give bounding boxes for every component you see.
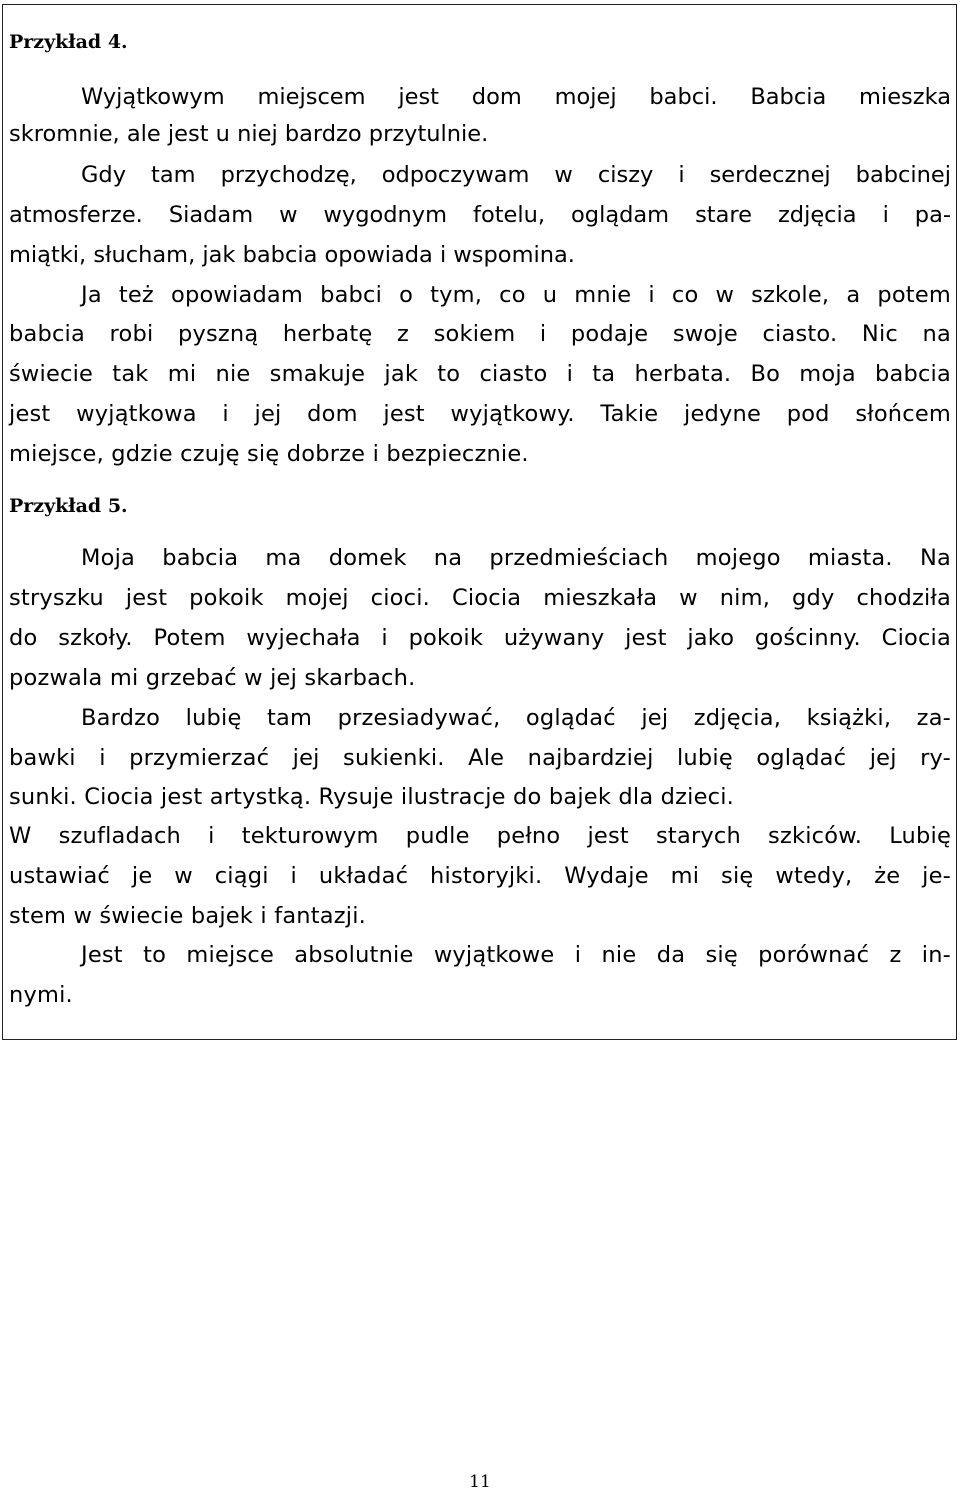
text-line: Gdy tam przychodzę, odpoczywam w ciszy i serdecznej babcinej xyxy=(81,162,951,188)
page-number: 11 xyxy=(469,1472,491,1492)
example-4-heading: Przykład 4. xyxy=(9,31,128,53)
text-line: miątki, słucham, jak babcia opowiada i wspomina. xyxy=(9,242,575,268)
text-line: sunki. Ciocia jest artystką. Rysuje ilustracje do bajek dla dzieci. xyxy=(9,784,735,810)
text-line: Bardzo lubię tam przesiadywać, oglądać jej zdjęcia, książki, za- xyxy=(81,705,951,731)
text-line: nymi. xyxy=(9,982,73,1008)
text-line: Wyjątkowym miejscem jest dom mojej babci. Babcia mieszka xyxy=(81,84,951,110)
text-line: babcia robi pyszną herbatę z sokiem i podaje swoje ciasto. Nic na xyxy=(9,321,951,347)
text-line: Jest to miejsce absolutnie wyjątkowe i nie da się porównać z in- xyxy=(81,942,951,968)
text-line: Moja babcia ma domek na przedmieściach mojego miasta. Na xyxy=(81,545,951,571)
text-line: świecie tak mi nie smakuje jak to ciasto i ta herbata. Bo moja babcia xyxy=(9,361,951,387)
example-5-heading: Przykład 5. xyxy=(9,495,128,517)
text-line: W szufladach i tekturowym pudle pełno jest starych szkiców. Lubię xyxy=(9,823,951,849)
text-line: miejsce, gdzie czuję się dobrze i bezpiecznie. xyxy=(9,441,529,467)
text-line: skromnie, ale jest u niej bardzo przytulnie. xyxy=(9,121,489,147)
text-line: bawki i przymierzać jej sukienki. Ale najbardziej lubię oglądać jej ry- xyxy=(9,745,951,771)
text-line: Ja też opowiadam babci o tym, co u mnie i co w szkole, a potem xyxy=(81,282,951,308)
text-line: ustawiać je w ciągi i układać historyjki. Wydaje mi się wtedy, że je- xyxy=(9,863,951,889)
text-line: stryszku jest pokoik mojej cioci. Ciocia mieszkała w nim, gdy chodziła xyxy=(9,585,951,611)
text-line: jest wyjątkowa i jej dom jest wyjątkowy. Takie jedyne pod słońcem xyxy=(9,401,951,427)
text-line: do szkoły. Potem wyjechała i pokoik używany jest jako gościnny. Ciocia xyxy=(9,625,951,651)
text-line: pozwala mi grzebać w jej skarbach. xyxy=(9,665,416,691)
text-line: stem w świecie bajek i fantazji. xyxy=(9,903,367,929)
text-line: atmosferze. Siadam w wygodnym fotelu, oglądam stare zdjęcia i pa- xyxy=(9,202,951,228)
